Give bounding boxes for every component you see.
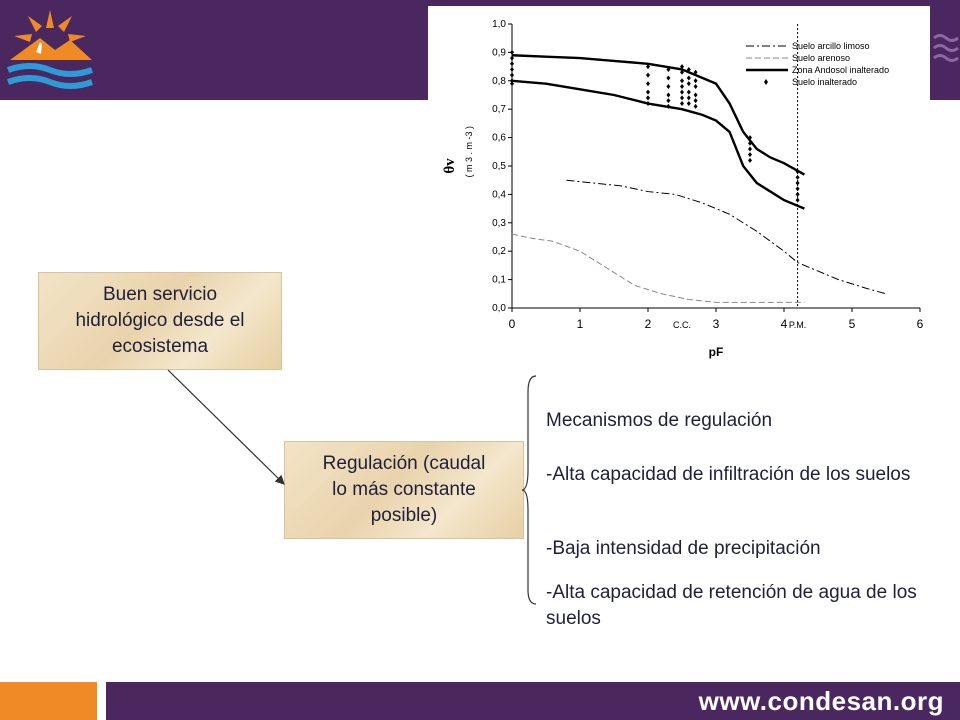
legend-label: Suelo inalterado: [792, 77, 858, 87]
series-line: [512, 81, 804, 209]
scatter-point: [666, 75, 670, 80]
y-axis-units: ( m 3 . m -3 ): [464, 126, 474, 178]
series-line: [512, 234, 804, 302]
scatter-point: [680, 90, 684, 95]
service-box-line: ecosistema: [111, 336, 209, 357]
wave-decoration-icon: [930, 30, 960, 70]
x-tick-label: 2: [644, 317, 652, 331]
y-tick-label: 0,9: [492, 47, 506, 59]
annotation-label: C.C.: [673, 320, 691, 330]
y-tick-label: 0,7: [492, 104, 506, 116]
scatter-point: [666, 84, 670, 89]
scatter-point: [646, 90, 650, 95]
regulation-box-line: Regulación (caudal: [322, 453, 486, 474]
scatter-point: [687, 95, 691, 100]
scatter-point: [748, 146, 752, 151]
scatter-point: [680, 101, 684, 106]
x-tick-label: 3: [712, 317, 720, 331]
retention-curve-chart: [428, 6, 930, 370]
scatter-point: [510, 61, 514, 66]
legend-marker: [764, 79, 768, 85]
mechanism-item: -Alta capacidad de infiltración de los suelos: [546, 464, 911, 485]
series-line: [512, 55, 804, 174]
service-box: [38, 272, 282, 370]
condesan-logo: [0, 0, 100, 100]
scatter-point: [796, 181, 800, 186]
scatter-point: [687, 101, 691, 106]
footer-url[interactable]: www.condesan.org: [698, 686, 944, 716]
legend-label: Zona Andosol inalterado: [792, 65, 890, 75]
scatter-point: [748, 152, 752, 157]
scatter-point: [680, 84, 684, 89]
regulation-box: [284, 441, 524, 539]
scatter-point: [687, 81, 691, 86]
series-line: [566, 180, 886, 294]
scatter-point: [694, 104, 698, 109]
y-tick-label: 0,2: [492, 246, 506, 258]
scatter-point: [748, 158, 752, 163]
x-tick-label: 0: [508, 317, 516, 331]
scatter-point: [694, 84, 698, 89]
scatter-point: [687, 75, 691, 80]
service-box-line: hidrológico desde el: [75, 310, 245, 331]
mechanism-item: -Baja intensidad de precipitación: [546, 538, 821, 559]
x-axis-title: pF: [708, 345, 724, 359]
mechanisms-heading: Mecanismos de regulación: [546, 410, 773, 431]
scatter-point: [666, 93, 670, 98]
annotation-label: P.M.: [788, 320, 807, 330]
y-tick-label: 0,1: [492, 274, 506, 286]
scatter-point: [510, 73, 514, 78]
regulation-box-line: lo más constante: [332, 479, 476, 500]
footer-orange-bar: [0, 682, 97, 720]
chart-panel: [428, 6, 930, 370]
scatter-point: [680, 95, 684, 100]
scatter-point: [646, 81, 650, 86]
scatter-point: [694, 98, 698, 103]
scatter-point: [796, 198, 800, 203]
scatter-point: [646, 101, 650, 106]
y-tick-label: 0,8: [492, 75, 506, 87]
scatter-point: [680, 78, 684, 83]
scatter-point: [796, 186, 800, 191]
scatter-point: [796, 175, 800, 180]
legend-label: Suelo arenoso: [792, 53, 851, 63]
scatter-point: [694, 78, 698, 83]
connector-arrow: [168, 370, 284, 484]
bracket: [522, 376, 536, 604]
scatter-point: [510, 67, 514, 72]
x-tick-label: 1: [576, 317, 584, 331]
scatter-point: [687, 90, 691, 95]
y-axis-title: θv: [442, 158, 458, 174]
x-tick-label: 6: [916, 317, 924, 331]
x-tick-label: 5: [848, 317, 856, 331]
service-box-line: Buen servicio: [102, 284, 218, 305]
x-tick-label: 4: [780, 317, 788, 331]
regulation-box-line: posible): [370, 505, 438, 526]
scatter-point: [694, 93, 698, 98]
y-tick-label: 0,4: [492, 189, 506, 201]
y-tick-label: 0,5: [492, 161, 506, 172]
scatter-point: [796, 192, 800, 197]
scatter-point: [646, 73, 650, 78]
scatter-point: [646, 95, 650, 100]
y-tick-label: 1,0: [492, 19, 506, 30]
y-tick-label: 0,0: [492, 303, 506, 314]
legend-label: Suelo arcillo limoso: [792, 41, 870, 51]
y-tick-label: 0,6: [492, 132, 506, 144]
y-tick-label: 0,3: [492, 217, 506, 229]
mechanism-item: -Alta capacidad de retención de agua de los suelos: [546, 582, 917, 629]
scatter-point: [666, 98, 670, 103]
